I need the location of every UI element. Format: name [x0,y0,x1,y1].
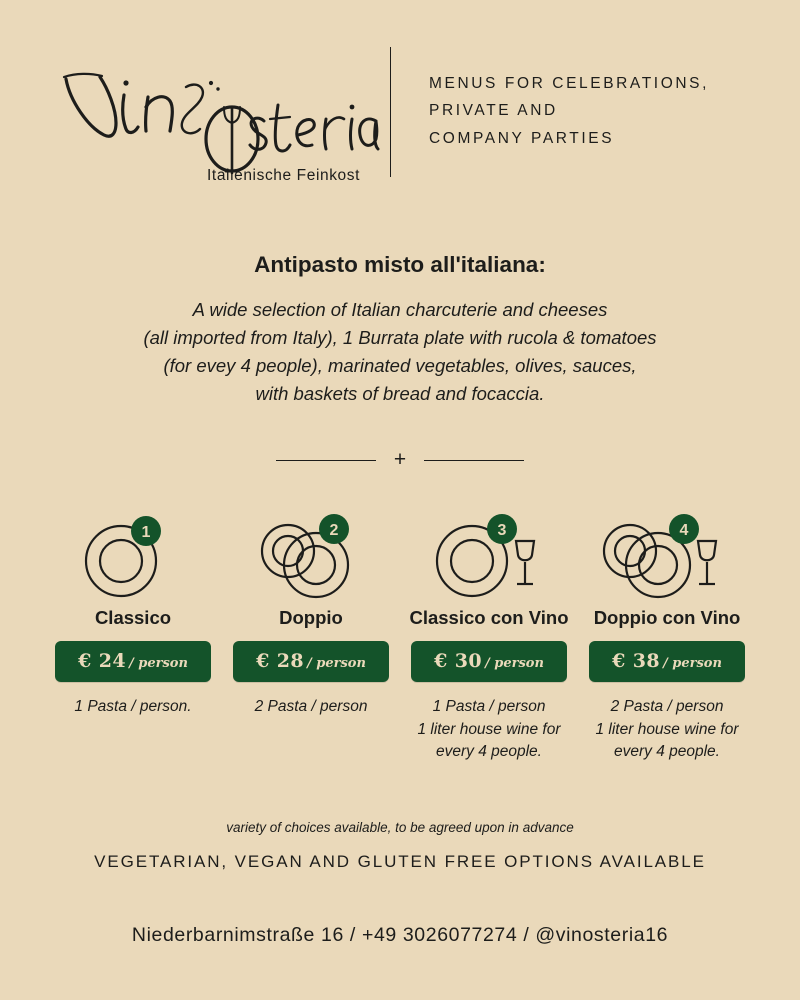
header [0,0,800,184]
footnote: variety of choices available, to be agreed upon in advance [226,819,574,835]
antipasto-section [0,252,800,408]
option-badge-number: 3 [497,522,507,540]
header-line-3: COMPANY PARTIES [429,129,615,147]
diet-options-line: VEGETARIAN, VEGAN AND GLUTEN FREE OPTIONS AVAILABLE [94,851,706,871]
antipasto-title: Antipasto misto all'italiana: [254,252,546,277]
price-amount: € 38 [612,650,660,673]
logo [0,61,390,184]
option-notes [595,696,738,763]
header-line-1: MENUS FOR CELEBRATIONS, [429,75,709,93]
option-note-line: 1 Pasta / person [432,698,546,716]
option-notes [74,696,191,718]
plus-symbol: + [393,448,407,472]
option-badge-number: 2 [329,522,339,540]
plus-divider [0,450,800,471]
option-notes [417,696,560,763]
price-unit: / person [306,656,366,672]
option-note-line: every 4 people. [436,743,542,761]
antipasto-desc-line-1: A wide selection of Italian charcuterie and cheeses [192,299,608,320]
options-row [0,509,800,763]
price-amount: € 30 [434,650,482,673]
option-note-line: 1 Pasta / person. [74,698,192,716]
option-title: Classico [94,607,172,629]
option-note-line: 2 Pasta / person [610,698,724,716]
price-amount: € 28 [256,650,304,673]
plates-wine-icon [587,509,747,601]
price-unit: / person [484,656,544,672]
price-badge[interactable] [589,641,745,682]
option-title: Doppio [279,607,343,629]
plates-icon [231,509,391,601]
option-note-line: 2 Pasta / person [254,698,368,716]
antipasto-description [0,296,800,408]
divider-line-left [276,460,376,461]
option-badge-number: 1 [141,524,151,542]
option-doppio-con-vino[interactable] [578,509,756,763]
plates-wine-icon [409,509,569,601]
header-line-2: PRIVATE AND [429,102,558,120]
antipasto-desc-line-2: (all imported from Italy), 1 Burrata plate with rucola & tomatoes [143,327,657,349]
option-doppio[interactable] [222,509,400,763]
contact-line[interactable]: Niederbarnimstraße 16 / +49 3026077274 / @vinosteria16 [131,923,669,946]
logo-tagline: Italienische Feinkost [207,167,361,184]
antipasto-desc-line-3: (for evey 4 people), marinated vegetables, olives, sauces, [163,355,637,377]
antipasto-desc-line-4: with baskets of bread and focaccia. [255,383,545,405]
option-note-line: every 4 people. [614,743,720,761]
header-headline [391,70,709,151]
price-badge[interactable] [233,641,389,682]
option-classico-con-vino[interactable] [400,509,578,763]
option-title: Classico con Vino [409,607,569,629]
price-unit: / person [128,656,188,672]
price-badge[interactable] [411,641,567,682]
price-amount: € 24 [78,650,126,673]
logo-graphic [60,61,380,184]
price-badge[interactable] [55,641,211,682]
option-badge-number: 4 [679,522,689,540]
plates-icon [53,509,213,601]
option-title: Doppio con Vino [593,607,741,629]
option-note-line: 1 liter house wine for [595,720,739,738]
price-unit: / person [662,656,722,672]
option-classico[interactable] [44,509,222,763]
option-note-line: 1 liter house wine for [417,720,561,738]
option-notes [255,696,368,718]
divider-line-right [424,460,524,461]
logo-wordmark [60,61,390,184]
